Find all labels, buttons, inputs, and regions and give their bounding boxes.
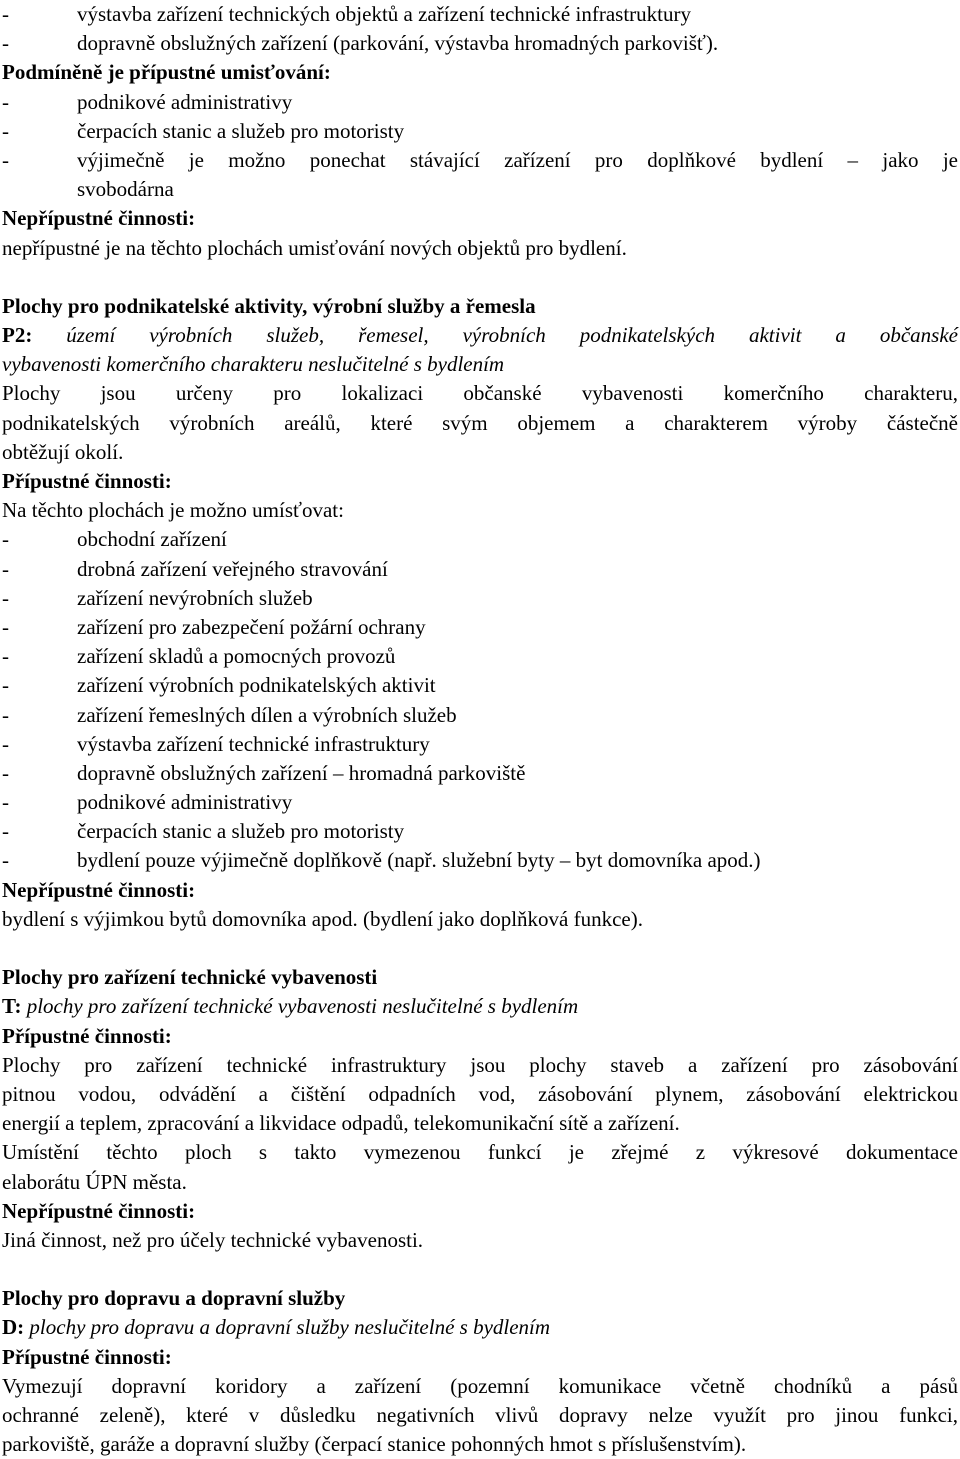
list-item xyxy=(2,0,958,29)
list-item xyxy=(2,701,958,730)
paragraph-line: ochranné zeleně), které v důsledku negativních vlivů dopravy nelze využít pro jinou funkci, xyxy=(2,1403,958,1427)
zone-code-t: T: xyxy=(2,994,22,1019)
list-item xyxy=(2,584,958,613)
permitted-activities-heading: Přípustné činnosti: xyxy=(2,1023,172,1048)
list-item-text: zařízení nevýrobních služeb xyxy=(77,585,313,610)
list-item-text: podnikové administrativy xyxy=(77,89,293,114)
list-dash: - xyxy=(2,790,9,815)
zone-code-p2: P2: xyxy=(2,323,33,348)
zone-definition-t xyxy=(2,992,958,1021)
permitted-activities-heading: Přípustné činnosti: xyxy=(2,1344,172,1369)
list-item-text: dopravně obslužných zařízení (parkování, výstavba hromadných parkovišť). xyxy=(77,31,719,56)
list-item-continuation: svobodárna xyxy=(77,177,174,202)
list-item xyxy=(2,759,958,788)
list-item xyxy=(2,788,958,817)
list-dash: - xyxy=(2,644,9,669)
list-item-text: zařízení výrobních podnikatelských aktivit xyxy=(77,673,436,698)
permitted-activities-heading: Přípustné činnosti: xyxy=(2,469,172,493)
list-item-text: výstavba zařízení technické infrastruktury xyxy=(77,731,430,756)
list-dash: - xyxy=(2,2,9,26)
zone-definition-text: plochy pro dopravu a dopravní služby neslučitelné s bydlením xyxy=(24,1315,551,1340)
list-item-text: zařízení skladů a pomocných provozů xyxy=(77,644,396,669)
list-dash: - xyxy=(2,118,9,143)
list-item-text: výjimečně je možno ponechat stávající zařízení pro doplňkové bydlení – jako je xyxy=(77,147,958,172)
list-item xyxy=(2,146,958,175)
list-item-text: čerpacích stanic a služeb pro motoristy xyxy=(77,118,405,143)
list-item xyxy=(2,117,958,146)
spacer xyxy=(2,934,958,963)
zone-definition-text: území výrobních služeb, řemesel, výrobních podnikatelských aktivit a občanské xyxy=(32,323,958,348)
zone-definition-text: plochy pro zařízení technické vybavenosti neslučitelné s bydlením xyxy=(21,994,579,1019)
paragraph-line: energií a teplem, zpracování a likvidace odpadů, telekomunikační sítě a zařízení. xyxy=(2,1111,680,1136)
prohibited-activities-heading: Nepřípustné činnosti: xyxy=(2,1198,196,1223)
list-dash: - xyxy=(2,673,9,698)
section-heading-p2: Plochy pro podnikatelské aktivity, výrobní služby a řemesla xyxy=(2,293,536,318)
list-item-text: obchodní zařízení xyxy=(77,527,227,552)
list-item-text: čerpacích stanic a služeb pro motoristy xyxy=(77,819,405,844)
list-item xyxy=(2,525,958,554)
list-item xyxy=(2,88,958,117)
list-dash: - xyxy=(2,731,9,756)
list-dash: - xyxy=(2,848,9,873)
prohibited-activities-heading: Nepřípustné činnosti: xyxy=(2,206,196,231)
list-item xyxy=(2,642,958,671)
zone-definition-continuation: vybavenosti komerčního charakteru neslučitelné s bydlením xyxy=(2,352,505,377)
list-dash: - xyxy=(2,760,9,785)
paragraph-line: Plochy pro zařízení technické infrastruktury jsou plochy staveb a zařízení pro zásobování xyxy=(2,1052,958,1077)
section-heading-t: Plochy pro zařízení technické vybavenosti xyxy=(2,965,378,990)
zone-code-d: D: xyxy=(2,1315,25,1340)
paragraph-line: obtěžují okolí. xyxy=(2,439,124,464)
paragraph-line: Vymezují dopravní koridory a zařízení (pozemní komunikace včetně chodníků a pásů xyxy=(2,1373,958,1398)
list-dash: - xyxy=(2,31,9,56)
list-dash: - xyxy=(2,556,9,581)
paragraph-line: nepřípustné je na těchto plochách umisťování nových objektů pro bydlení. xyxy=(2,235,627,260)
spacer xyxy=(2,263,958,292)
list-item-text: zařízení pro zabezpečení požární ochrany xyxy=(77,614,426,639)
paragraph-line: pitnou vodou, odvádění a čištění odpadních vod, zásobování plynem, zásobování elektrickou xyxy=(2,1081,958,1106)
conditional-activities-heading: Podmíněně je přípustné umisťování: xyxy=(2,60,331,85)
spacer xyxy=(2,1255,958,1284)
paragraph-line: bydlení s výjimkou bytů domovníka apod. (bydlení jako doplňková funkce). xyxy=(2,906,643,931)
zone-definition-p2 xyxy=(2,321,958,350)
list-dash: - xyxy=(2,585,9,610)
list-dash: - xyxy=(2,527,9,552)
list-item xyxy=(2,671,958,700)
section-heading-d: Plochy pro dopravu a dopravní služby xyxy=(2,1286,346,1311)
paragraph-line: parkoviště, garáže a dopravní služby (čerpací stanice pohonných hmot s příslušenstvím). xyxy=(2,1432,747,1457)
paragraph-line: Jiná činnost, než pro účely technické vybavenosti. xyxy=(2,1227,424,1252)
list-item xyxy=(2,613,958,642)
list-item-text: dopravně obslužných zařízení – hromadná parkoviště xyxy=(77,760,526,785)
paragraph-line: elaborátu ÚPN města. xyxy=(2,1169,187,1194)
list-item-text: drobná zařízení veřejného stravování xyxy=(77,556,388,581)
list-item-text: bydlení pouze výjimečně doplňkově (např. služební byty – byt domovníka apod.) xyxy=(77,848,761,873)
paragraph-line: Na těchto plochách je možno umísťovat: xyxy=(2,498,344,523)
list-dash: - xyxy=(2,819,9,844)
paragraph-line: podnikatelských výrobních areálů, které svým objemem a charakterem výroby částečně xyxy=(2,410,958,435)
list-dash: - xyxy=(2,147,9,172)
list-item xyxy=(2,29,958,58)
list-dash: - xyxy=(2,89,9,114)
list-item-text: podnikové administrativy xyxy=(77,790,293,815)
list-dash: - xyxy=(2,702,9,727)
list-item xyxy=(2,555,958,584)
list-dash: - xyxy=(2,614,9,639)
list-item-text: výstavba zařízení technických objektů a zařízení technické infrastruktury xyxy=(77,2,691,26)
paragraph-line: Plochy jsou určeny pro lokalizaci občanské vybavenosti komerčního charakteru, xyxy=(2,381,958,406)
list-item xyxy=(2,730,958,759)
list-item-text: zařízení řemeslných dílen a výrobních služeb xyxy=(77,702,457,727)
paragraph-line: Umístění těchto ploch s takto vymezenou funkcí je zřejmé z výkresové dokumentace xyxy=(2,1140,958,1165)
prohibited-activities-heading: Nepřípustné činnosti: xyxy=(2,877,196,902)
list-item xyxy=(2,817,958,846)
list-item xyxy=(2,846,958,875)
zone-definition-d xyxy=(2,1313,958,1342)
